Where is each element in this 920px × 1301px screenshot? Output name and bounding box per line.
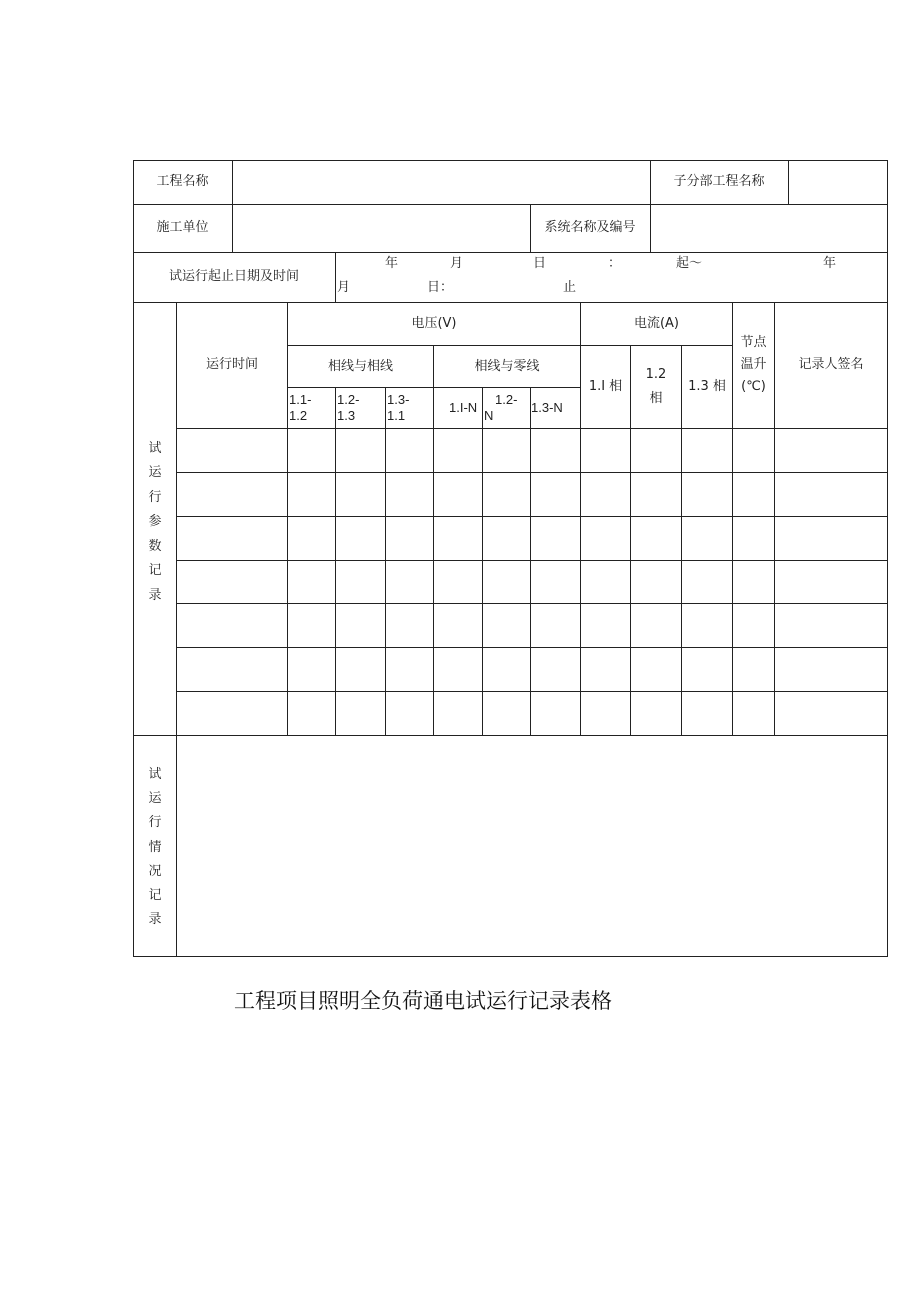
situation-label-char: 运 — [148, 791, 162, 806]
date-month-start: 月 — [450, 256, 464, 271]
params-label-char: 录 — [148, 588, 162, 603]
current-col-l2: 1.2 相 — [645, 367, 667, 406]
voltage-col-l1-l2: 1.1- 1.2 — [289, 392, 312, 423]
params-label-char: 记 — [148, 563, 162, 578]
voltage-col-l1-n: 1.I-N — [449, 400, 478, 415]
situation-label-char: 情 — [148, 840, 162, 855]
date-year-end: 年 — [823, 256, 837, 271]
recorder-signature-header: 记录人签名 — [798, 357, 864, 372]
project-name-field[interactable] — [233, 160, 650, 204]
date-year-start: 年 — [385, 256, 399, 271]
current-header: 电流(A) — [633, 315, 680, 331]
system-name-field[interactable] — [651, 204, 887, 252]
date-range-label: 试运行起止日期及时间 — [168, 269, 299, 284]
date-day-end: 日： — [427, 280, 454, 295]
params-label-char: 试 — [148, 441, 162, 456]
date-day-start: 日 — [533, 256, 547, 271]
run-time-header: 运行时间 — [205, 357, 258, 372]
params-label-char: 参 — [148, 514, 162, 529]
voltage-col-l2-n: 1.2- N — [484, 392, 518, 423]
current-col-l3: 1.3 相 — [688, 379, 726, 394]
date-end-marker: 止 — [563, 280, 577, 295]
sub-project-field[interactable] — [789, 160, 887, 204]
voltage-col-l2-l3: 1.2- 1.3 — [337, 392, 360, 423]
date-month-end: 月 — [337, 280, 351, 295]
situation-label-char: 行 — [148, 815, 162, 830]
situation-label-char: 况 — [148, 864, 162, 879]
current-col-l1: 1.I 相 — [588, 379, 623, 394]
situation-record-field[interactable] — [177, 736, 887, 956]
params-label-char: 行 — [148, 490, 162, 505]
situation-label-char: 记 — [148, 888, 162, 903]
construction-unit-field[interactable] — [233, 204, 530, 252]
construction-unit-label: 施工单位 — [156, 220, 209, 235]
params-label-char: 运 — [148, 465, 162, 480]
voltage-col-l3-l1: 1.3- 1.1 — [387, 392, 410, 423]
sub-project-label: 子分部工程名称 — [673, 174, 765, 189]
phase-neutral-header: 相线与零线 — [474, 358, 540, 374]
project-name-label: 工程名称 — [156, 174, 209, 189]
voltage-header: 电压(V) — [411, 315, 457, 331]
form-caption: 工程项目照明全负荷通电试运行记录表格 — [234, 989, 612, 1013]
node-temp-header: 节点 温升 (℃) — [740, 335, 767, 394]
voltage-col-l3-n: 1.3-N — [531, 400, 563, 415]
params-label-char: 数 — [148, 539, 162, 554]
phase-phase-header: 相线与相线 — [327, 358, 393, 374]
param-data-rows[interactable] — [177, 429, 887, 735]
system-name-label: 系统名称及编号 — [544, 220, 636, 235]
date-start-marker: 起～ — [676, 256, 703, 271]
situation-label-char: 录 — [148, 912, 162, 927]
situation-label-char: 试 — [148, 767, 162, 782]
date-colon-start: ： — [608, 256, 622, 271]
